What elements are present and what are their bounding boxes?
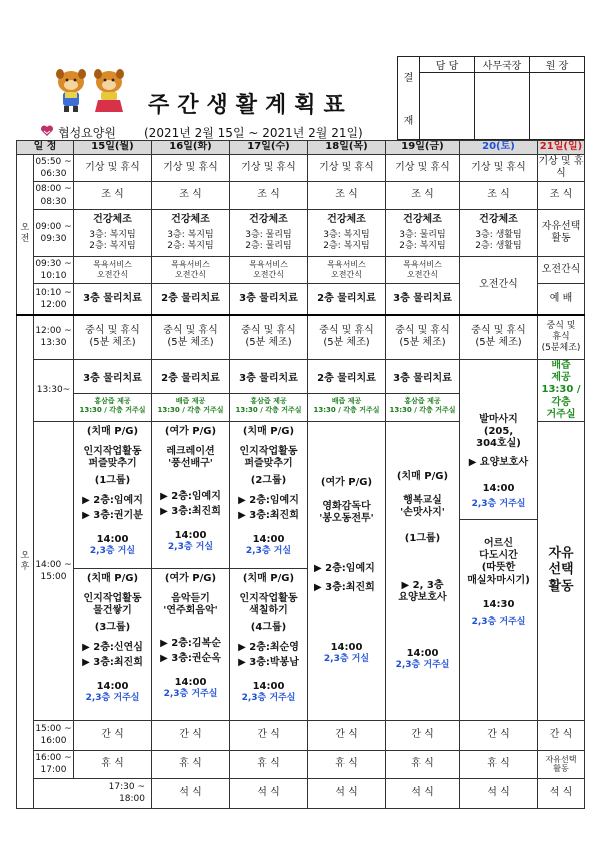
header-sun: 21일(일) [538,141,585,155]
sat-rest-pm: 휴 식 [460,750,538,778]
date-range: (2021년 2월 15일 ~ 2021년 2월 21일) [144,126,363,140]
mon-dinner: 석 식 [152,778,230,808]
tue-exercise: 건강체조 3층: 복지팀 2층: 복지팀 [152,210,230,257]
mon-program-1: (치매 P/G) 인지작업활동 퍼즐맞추기 (1그룹) ▶ 2층:임예지 ▶ 3층:권기분 14:00 2,3층 거실 [74,421,152,568]
mon-lunch: 중식 및 휴식 (5분 체조) [74,315,152,360]
time-cell: 16:00 ~ 17:00 [34,750,74,778]
tue-program-1: (여가 P/G) 레크레이션 '풍선배구' ▶ 2층:임예지 ▶ 3층:최진희 14:00 2,3층 거실 [152,421,230,568]
sat-rest: 기상 및 휴식 [460,155,538,182]
tue-pt: 2층 물리치료 [152,284,230,315]
approval-sign-1[interactable] [420,73,475,140]
organization-name: 협성요양원 [58,126,116,140]
mon-program-2: (치매 P/G) 인지작업활동 물건쌓기 (3그룹) ▶ 2층:신연심 ▶ 3층:최진희 14:00 2,3층 거주실 [74,568,152,720]
wed-snack: 간 식 [230,720,308,750]
section-am: 오 전 [17,155,34,315]
mon-rest-pm: 휴 식 [74,750,152,778]
tue-rest-pm: 휴 식 [152,750,230,778]
thu-pt: 2층 물리치료 [308,284,386,315]
tue-breakfast: 조 식 [152,182,230,210]
heart-icon [40,125,54,140]
fri-program: (치매 P/G) 행복교실 '손맛사지' (1그룹) ▶ 2, 3층 요양보호사 14:00 2,3층 거주실 [386,421,460,720]
time-cell: 13:30~ [34,360,74,422]
time-cell: 15:00 ~ 16:00 [34,720,74,750]
sun-lunch: 중식 및 휴식 (5분체조) [538,315,585,360]
header-schedule: 일 정 [17,141,74,155]
approval-sign-2[interactable] [475,73,530,140]
fri-snack: 간 식 [386,720,460,750]
sun-snack-pm: 간 식 [538,720,585,750]
fri-rest: 기상 및 휴식 [386,155,460,182]
time-cell: 10:10 ~ 12:00 [34,284,74,315]
organization [40,124,116,141]
thu-rest-pm: 휴 식 [308,750,386,778]
header-thu: 18일(목) [308,141,386,155]
sun-worship: 예 배 [538,284,585,315]
sun-free-pm: 자유 선택 활동 [538,421,585,720]
tue-bath: 목욕서비스 오전간식 [152,257,230,284]
fri-bath: 목욕서비스 오전간식 [386,257,460,284]
mon-bath: 목욕서비스 오전간식 [74,257,152,284]
mascot-logo [55,68,135,114]
time-cell: 14:00 ~ 15:00 [34,421,74,720]
approval-sign-3[interactable] [530,73,585,140]
time-cell: 09:30 ~ 10:10 [34,257,74,284]
mon-snack: 간 식 [74,720,152,750]
mon-breakfast: 조 식 [74,182,152,210]
sat-exercise: 건강체조 3층: 생활팀 2층: 생활팀 [460,210,538,257]
section-pm: 오 후 [17,315,34,809]
tue-program-2: (여가 P/G) 음악듣기 '연주회음악' ▶ 2층:김복순 ▶ 3층:권순옥 14:00 2,3층 거주실 [152,568,230,720]
wed-rest: 기상 및 휴식 [230,155,308,182]
tue-snack: 간 식 [152,720,230,750]
fri-lunch: 중식 및 휴식 (5분 체조) [386,315,460,360]
thu-bath: 목욕서비스 오전간식 [308,257,386,284]
time-cell: 09:00 ~ 09:30 [34,210,74,257]
wed-dinner: 석 식 [308,778,386,808]
fri-breakfast: 조 식 [386,182,460,210]
time-cell: 17:30 ~ 18:00 [34,778,152,808]
mon-pt: 3층 물리치료 [74,284,152,315]
fri-pt-1330: 3층 물리치료 홍삼즙 제공 13:30 / 각층 거주실 [386,360,460,422]
fri-rest-pm: 휴 식 [386,750,460,778]
sat-breakfast: 조 식 [460,182,538,210]
weekly-schedule-table [16,140,585,809]
time-cell: 12:00 ~ 13:30 [34,315,74,360]
tue-pt-1330: 2층 물리치료 배즙 제공 13:30 / 각층 거주실 [152,360,230,422]
fri-exercise: 건강체조 3층: 물리팀 2층: 복지팀 [386,210,460,257]
approval-col-director: 사무국장 [475,57,530,73]
wed-bath: 목욕서비스 오전간식 [230,257,308,284]
wed-pt-1330: 3층 물리치료 홍삼즙 제공 13:30 / 각층 거주실 [230,360,308,422]
wed-exercise: 건강체조 3층: 물리팀 2층: 물리팀 [230,210,308,257]
tue-lunch: 중식 및 휴식 (5분 체조) [152,315,230,360]
thu-snack: 간 식 [308,720,386,750]
thu-pt-1330: 2층 물리치료 배즙 제공 13:30 / 각층 거주실 [308,360,386,422]
page-title: 주간생활계획표 [148,93,353,118]
sun-rest: 기상 및 휴식 [538,155,585,182]
approval-col-manager: 담 당 [420,57,475,73]
tue-dinner: 석 식 [230,778,308,808]
sat-snack: 오전간식 [460,257,538,315]
sun-drink: 배즙 제공 13:30 / 각층 거주실 [538,360,585,422]
mon-pt-1330: 3층 물리치료 홍삼즙 제공 13:30 / 각층 거주실 [74,360,152,422]
time-cell: 08:00 ~ 08:30 [34,182,74,210]
header-fri: 19일(금) [386,141,460,155]
thu-lunch: 중식 및 휴식 (5분 체조) [308,315,386,360]
wed-program-1: (치매 P/G) 인지작업활동 퍼즐맞추기 (2그룹) ▶ 2층:임예지 ▶ 3층:최진희 14:00 2,3층 거실 [230,421,308,568]
fri-dinner: 석 식 [460,778,538,808]
wed-lunch: 중식 및 휴식 (5분 체조) [230,315,308,360]
wed-rest-pm: 휴 식 [230,750,308,778]
sat-lunch: 중식 및 휴식 (5분 체조) [460,315,538,360]
approval-box [397,56,585,140]
thu-dinner: 석 식 [386,778,460,808]
time-cell: 05:50 ~ 06:30 [34,155,74,182]
sun-free-activity: 자유선택 활동 [538,210,585,257]
wed-pt: 3층 물리치료 [230,284,308,315]
thu-breakfast: 조 식 [308,182,386,210]
sun-free-1600: 자유선택 활동 [538,750,585,778]
sun-snack: 오전간식 [538,257,585,284]
header-wed: 17일(수) [230,141,308,155]
header-sat: 20(토) [460,141,538,155]
sun-breakfast: 조 식 [538,182,585,210]
wed-program-2: (치매 P/G) 인지작업활동 색칠하기 (4그룹) ▶ 2층:최순영 ▶ 3층:박봉남 14:00 2,3층 거주실 [230,568,308,720]
wed-breakfast: 조 식 [230,182,308,210]
mon-exercise: 건강체조 3층: 복지팀 2층: 복지팀 [74,210,152,257]
header-tue: 16일(화) [152,141,230,155]
approval-side-label: 결 재 [398,57,420,140]
tue-rest: 기상 및 휴식 [152,155,230,182]
approval-col-head: 원 장 [530,57,585,73]
fri-pt: 3층 물리치료 [386,284,460,315]
header-mon: 15일(월) [74,141,152,155]
mon-rest: 기상 및 휴식 [74,155,152,182]
thu-program: (여가 P/G) 영화감독다 '봉오동전투' ▶ 2층:임예지 ▶ 3층:최진희 14:00 2,3층 거실 [308,421,386,720]
thu-rest: 기상 및 휴식 [308,155,386,182]
thu-exercise: 건강체조 3층: 복지팀 2층: 복지팀 [308,210,386,257]
sat-dinner: 석 식 [538,778,585,808]
sat-program: 발마사지 (205, 304호실) ▶ 요양보호사 14:00 2,3층 거주실 어르신 다도시간 (따뜻한 매실차마시기) 14:30 2,3층 거주실 [460,360,538,721]
sat-snack-pm: 간 식 [460,720,538,750]
